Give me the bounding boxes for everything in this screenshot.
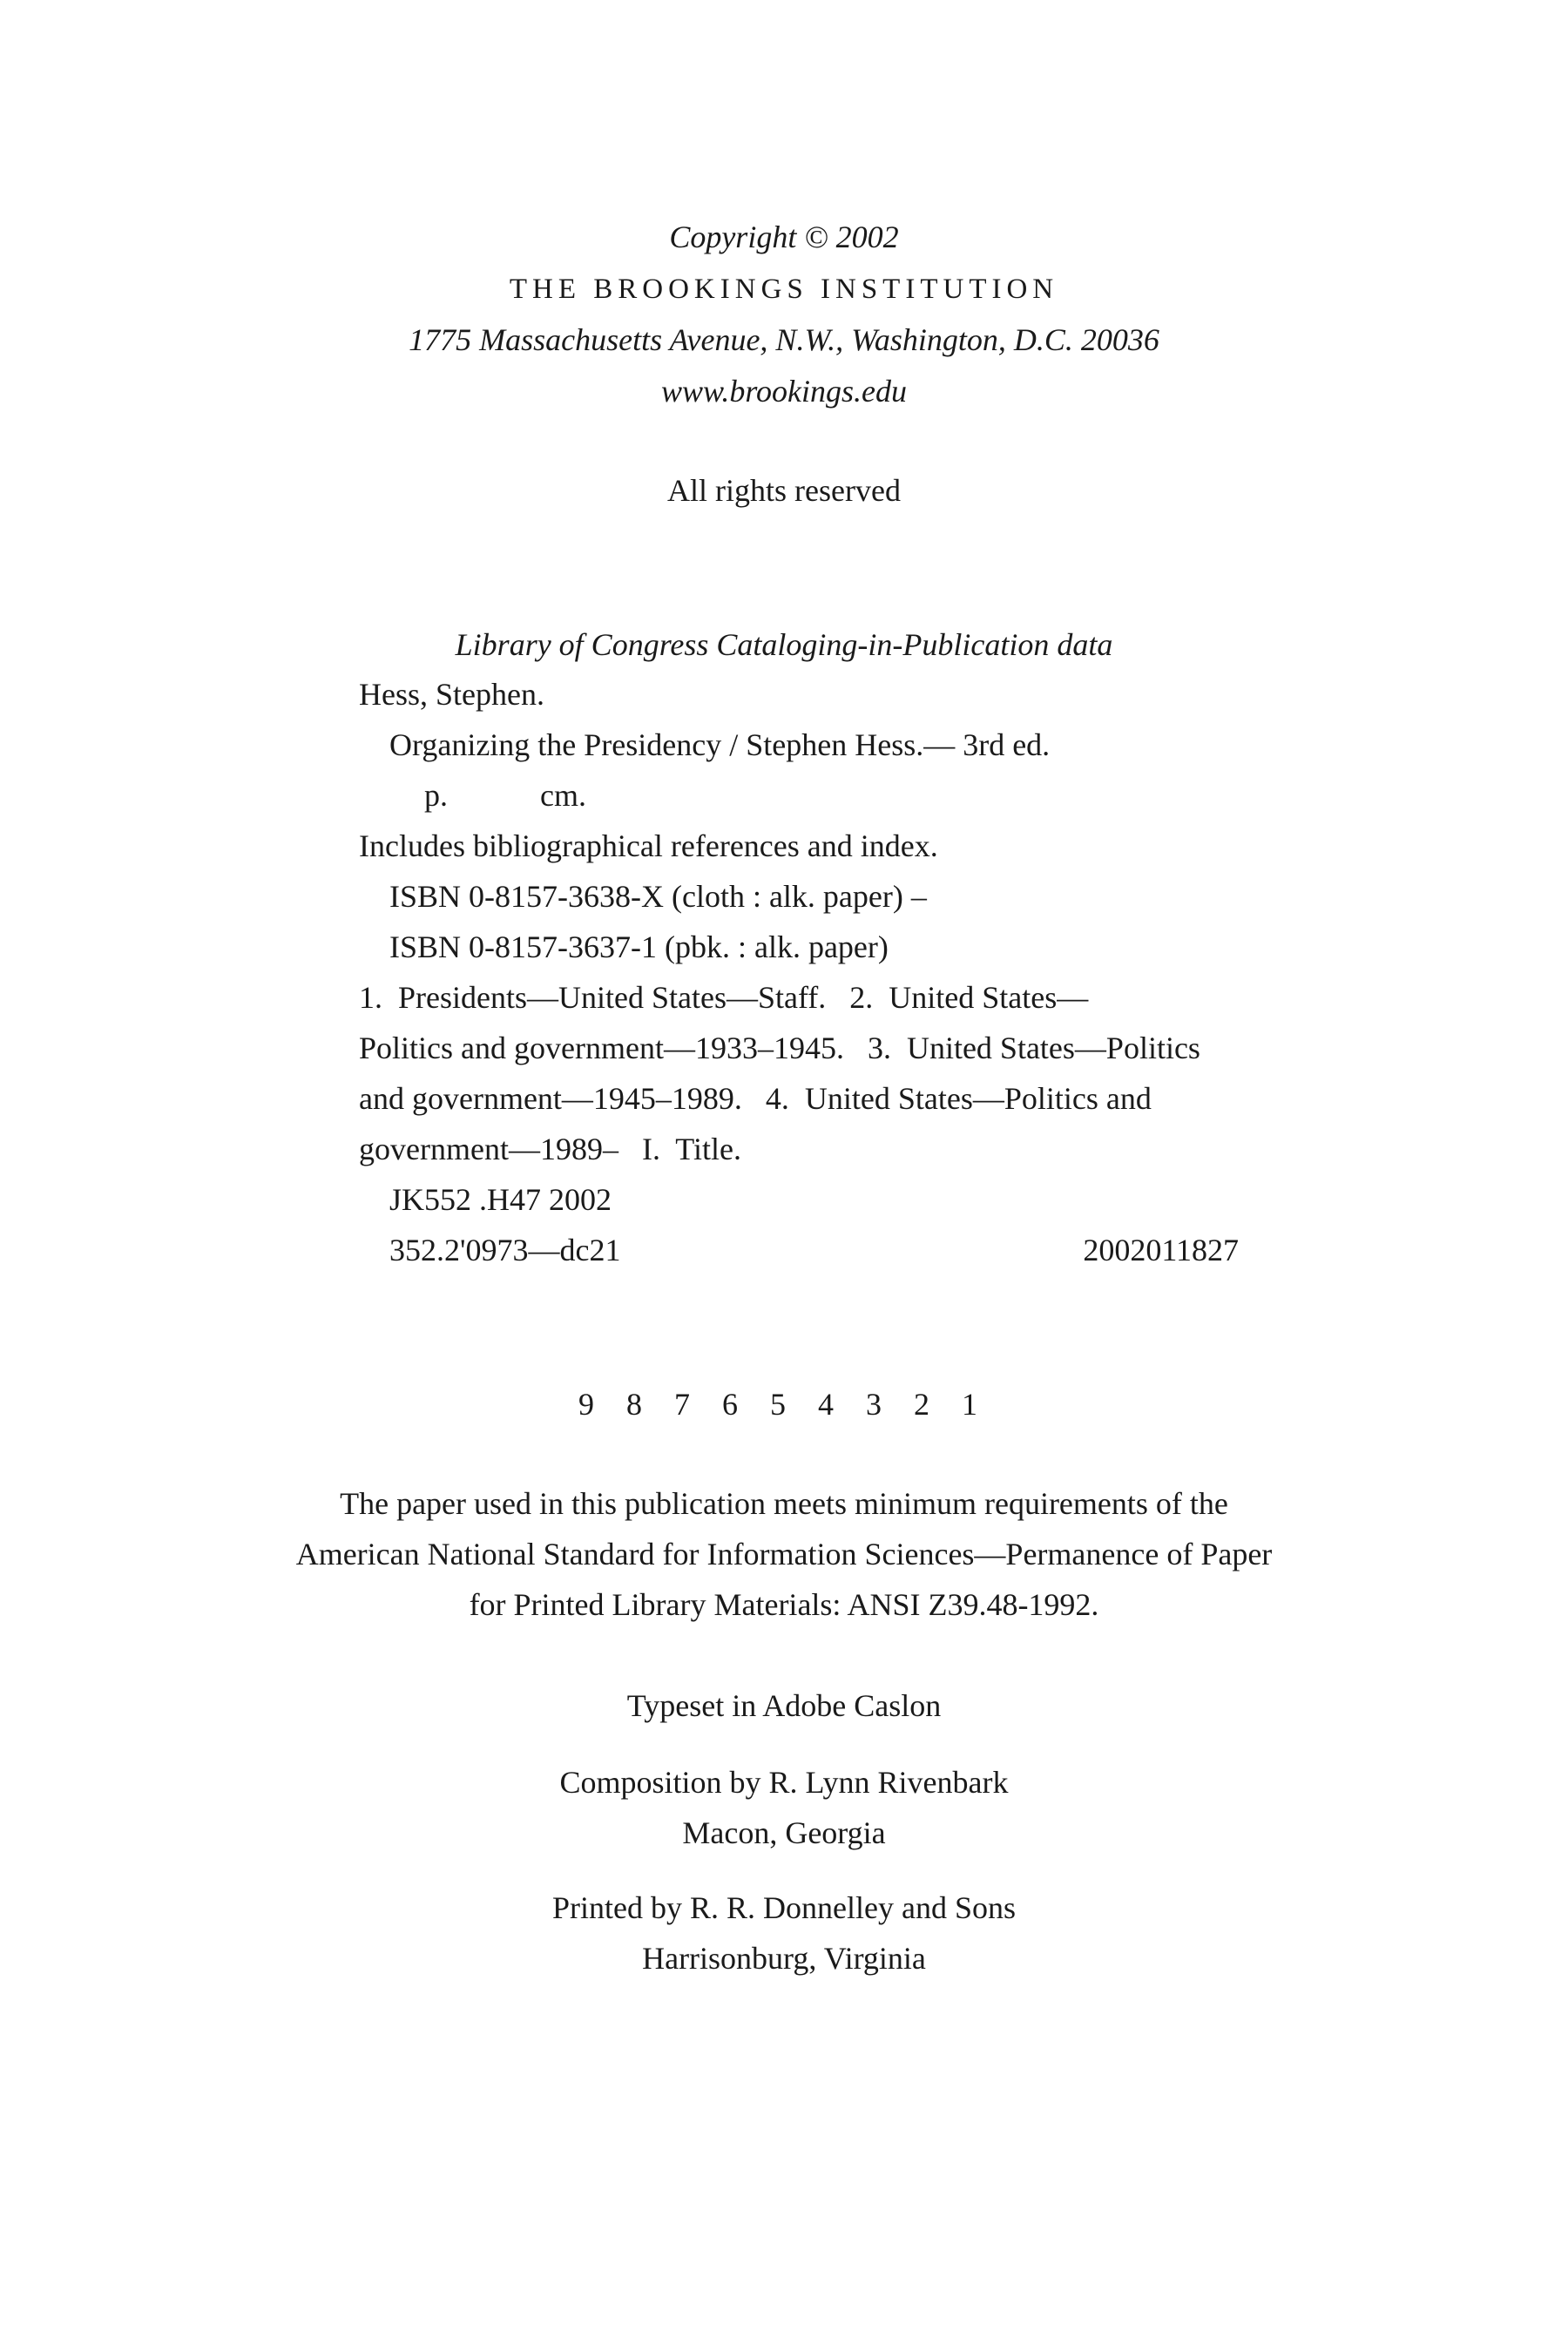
publisher-name: THE BROOKINGS INSTITUTION xyxy=(509,274,1059,305)
printing-line: 9 8 7 6 5 4 3 2 1 xyxy=(578,1387,990,1422)
cip-lc-class: JK552 .H47 2002 xyxy=(389,1182,612,1217)
publisher-address: 1775 Massachusetts Avenue, N.W., Washington, D.C. 20036 xyxy=(409,322,1159,357)
cip-subject-line: 1. Presidents—United States—Staff. 2. United States— xyxy=(359,980,1089,1015)
cip-dewey: 352.2'0973—dc21 xyxy=(389,1233,621,1267)
typeset-credit: Typeset in Adobe Caslon xyxy=(626,1688,942,1723)
paper-notice-line: The paper used in this publication meets minimum requirements of the xyxy=(340,1486,1228,1521)
publisher-website: www.brookings.edu xyxy=(660,374,907,409)
copyright-line: Copyright © 2002 xyxy=(669,220,899,254)
cip-includes: Includes bibliographical references and index. xyxy=(359,828,938,863)
cip-heading: Library of Congress Cataloging-in-Publication data xyxy=(455,627,1113,662)
cip-author: Hess, Stephen. xyxy=(359,677,544,712)
rights-statement: All rights reserved xyxy=(667,473,901,508)
cip-pages-p: p. xyxy=(424,778,448,813)
cip-classification-row xyxy=(359,1231,1239,1269)
cip-isbn-pbk: ISBN 0-8157-3637-1 (pbk. : alk. paper) xyxy=(389,929,889,964)
printer-credit: Printed by R. R. Donnelley and Sons xyxy=(552,1890,1016,1925)
cip-subject-line: and government—1945–1989. 4. United States—Politics and xyxy=(359,1081,1152,1116)
composition-credit: Composition by R. Lynn Rivenbark xyxy=(559,1765,1009,1800)
cip-subject-line: Politics and government—1933–1945. 3. United States—Politics xyxy=(359,1031,1200,1065)
printer-place: Harrisonburg, Virginia xyxy=(642,1941,926,1976)
cip-lccn: 2002011827 xyxy=(1083,1233,1239,1267)
cip-subject-line: government—1989– I. Title. xyxy=(359,1132,741,1166)
paper-notice-line: for Printed Library Materials: ANSI Z39.48-1992. xyxy=(469,1587,1099,1622)
composition-place: Macon, Georgia xyxy=(682,1815,886,1850)
cip-isbn-cloth: ISBN 0-8157-3638-X (cloth : alk. paper) – xyxy=(389,879,927,914)
cip-title: Organizing the Presidency / Stephen Hess.— 3rd ed. xyxy=(389,727,1051,762)
cip-pages-cm: cm. xyxy=(540,778,586,813)
paper-notice-line: American National Standard for Information Sciences—Permanence of Paper xyxy=(295,1537,1273,1571)
